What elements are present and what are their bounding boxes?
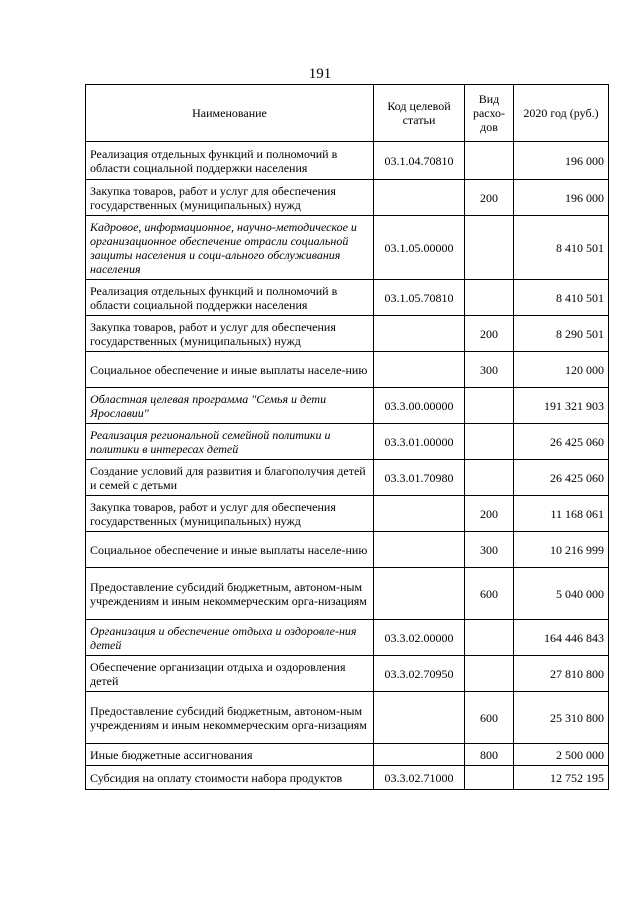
budget-table: [85, 84, 609, 790]
cell-code: [374, 568, 465, 620]
cell-sum: 196 000: [514, 142, 609, 180]
table-row: [86, 496, 609, 532]
cell-name: Реализация региональной семейной политики и политики в интересах детей: [86, 424, 374, 460]
cell-name: Закупка товаров, работ и услуг для обеспечения государственных (муниципальных) нужд: [86, 180, 374, 216]
cell-sum: 5 040 000: [514, 568, 609, 620]
cell-kind: 300: [465, 532, 514, 568]
table-row: [86, 532, 609, 568]
cell-name: Закупка товаров, работ и услуг для обеспечения государственных (муниципальных) нужд: [86, 496, 374, 532]
cell-kind: 600: [465, 568, 514, 620]
table-row: [86, 766, 609, 790]
cell-code: 03.3.01.00000: [374, 424, 465, 460]
table-row: [86, 568, 609, 620]
cell-name: Закупка товаров, работ и услуг для обеспечения государственных (муниципальных) нужд: [86, 316, 374, 352]
cell-sum: 12 752 195: [514, 766, 609, 790]
table-row: [86, 216, 609, 280]
table-row: [86, 656, 609, 692]
table-row: [86, 142, 609, 180]
cell-name: Субсидия на оплату стоимости набора продуктов: [86, 766, 374, 790]
table-row: [86, 280, 609, 316]
cell-kind: [465, 656, 514, 692]
cell-kind: [465, 620, 514, 656]
cell-name: Кадровое, информационное, научно-методическое и организационное обеспечение отрасли социальной защиты населения и соци-ального обслуживания населения: [86, 216, 374, 280]
cell-kind: [465, 142, 514, 180]
cell-code: [374, 692, 465, 744]
cell-sum: 191 321 903: [514, 388, 609, 424]
cell-name: Обеспечение организации отдыха и оздоровления детей: [86, 656, 374, 692]
cell-code: 03.3.02.70950: [374, 656, 465, 692]
cell-code: 03.3.02.00000: [374, 620, 465, 656]
cell-sum: 26 425 060: [514, 424, 609, 460]
cell-name: Социальное обеспечение и иные выплаты населе-нию: [86, 532, 374, 568]
cell-code: [374, 180, 465, 216]
cell-code: [374, 744, 465, 766]
cell-sum: 10 216 999: [514, 532, 609, 568]
table-row: [86, 316, 609, 352]
cell-kind: [465, 424, 514, 460]
cell-sum: 27 810 800: [514, 656, 609, 692]
cell-kind: [465, 460, 514, 496]
cell-name: Реализация отдельных функций и полномочий в области социальной поддержки населения: [86, 280, 374, 316]
table-header-row: [86, 85, 609, 142]
cell-code: [374, 532, 465, 568]
cell-sum: 8 290 501: [514, 316, 609, 352]
table-row: [86, 352, 609, 388]
cell-kind: 200: [465, 180, 514, 216]
table-row: [86, 744, 609, 766]
cell-code: [374, 352, 465, 388]
cell-name: Иные бюджетные ассигнования: [86, 744, 374, 766]
cell-kind: [465, 388, 514, 424]
cell-sum: 2 500 000: [514, 744, 609, 766]
table-row: [86, 388, 609, 424]
cell-sum: 11 168 061: [514, 496, 609, 532]
cell-name: Областная целевая программа "Семья и дети Ярославии": [86, 388, 374, 424]
cell-kind: [465, 280, 514, 316]
table-row: [86, 460, 609, 496]
cell-sum: 8 410 501: [514, 216, 609, 280]
cell-kind: 300: [465, 352, 514, 388]
table-row: [86, 692, 609, 744]
cell-sum: 164 446 843: [514, 620, 609, 656]
cell-name: Предоставление субсидий бюджетным, автоном-ным учреждениям и иным некоммерческим орга-низациям: [86, 692, 374, 744]
cell-sum: 8 410 501: [514, 280, 609, 316]
cell-sum: 196 000: [514, 180, 609, 216]
cell-code: 03.1.05.00000: [374, 216, 465, 280]
header-code: Код целевой статьи: [374, 85, 465, 142]
cell-sum: 120 000: [514, 352, 609, 388]
header-year: 2020 год (руб.): [514, 85, 609, 142]
cell-sum: 26 425 060: [514, 460, 609, 496]
cell-code: 03.3.01.70980: [374, 460, 465, 496]
cell-name: Организация и обеспечение отдыха и оздоровле-ния детей: [86, 620, 374, 656]
cell-sum: 25 310 800: [514, 692, 609, 744]
cell-name: Реализация отдельных функций и полномочий в области социальной поддержки населения: [86, 142, 374, 180]
page-number: 191: [308, 66, 332, 82]
header-name: Наименование: [86, 85, 374, 142]
cell-code: [374, 316, 465, 352]
cell-kind: [465, 216, 514, 280]
table-row: [86, 180, 609, 216]
cell-name: Создание условий для развития и благополучия детей и семей с детьми: [86, 460, 374, 496]
cell-code: [374, 496, 465, 532]
cell-code: 03.3.00.00000: [374, 388, 465, 424]
table-row: [86, 424, 609, 460]
cell-kind: 200: [465, 496, 514, 532]
cell-code: 03.1.04.70810: [374, 142, 465, 180]
cell-kind: 600: [465, 692, 514, 744]
header-kind: Вид расхо-дов: [465, 85, 514, 142]
cell-code: 03.1.05.70810: [374, 280, 465, 316]
cell-name: Социальное обеспечение и иные выплаты населе-нию: [86, 352, 374, 388]
cell-code: 03.3.02.71000: [374, 766, 465, 790]
cell-kind: 800: [465, 744, 514, 766]
cell-name: Предоставление субсидий бюджетным, автоном-ным учреждениям и иным некоммерческим орга-низациям: [86, 568, 374, 620]
table-row: [86, 620, 609, 656]
cell-kind: [465, 766, 514, 790]
cell-kind: 200: [465, 316, 514, 352]
